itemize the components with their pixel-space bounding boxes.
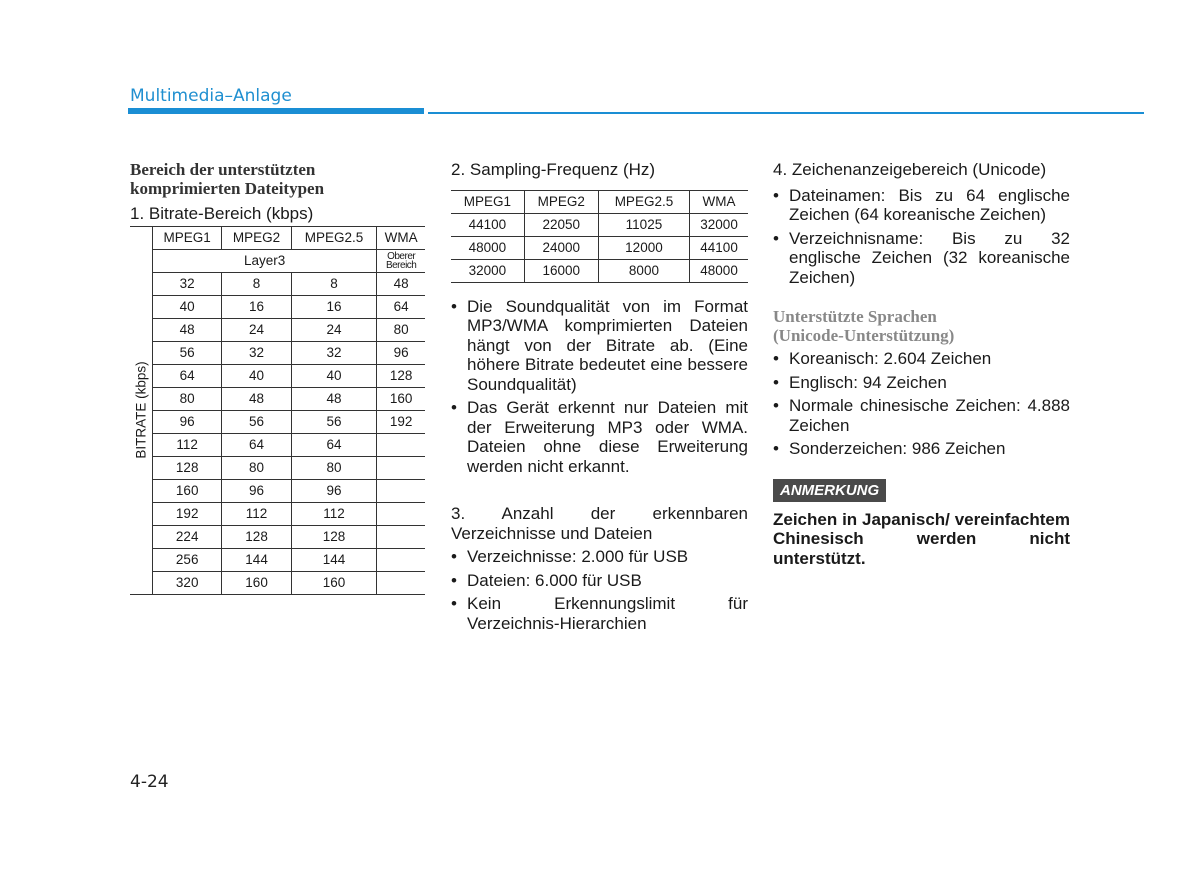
table-row (130, 387, 425, 410)
table-cell: 44100 (451, 213, 524, 236)
table-cell: 64 (222, 433, 291, 456)
column-header: MPEG2 (222, 226, 291, 249)
note-box (773, 479, 1070, 569)
table-row (451, 259, 748, 282)
table-cell: 224 (153, 525, 222, 548)
supported-types-heading: Bereich der unterstützten komprimierten Dateitypen (130, 160, 325, 198)
count-bullets (451, 547, 748, 633)
bitrate-axis-label: BITRATE (kbps) (133, 361, 149, 459)
table-cell: 128 (377, 364, 425, 387)
column-header: MPEG2.5 (291, 226, 377, 249)
table-cell: 8 (222, 272, 291, 295)
list-item: • Verzeichnisse: 2.000 für USB (451, 547, 748, 567)
note-text: Zeichen in Japanisch/ vereinfachtem Chinesisch werden nicht unterstützt. (773, 509, 1070, 568)
table-cell: 256 (153, 548, 222, 571)
table-cell: 40 (222, 364, 291, 387)
list-item: • Verzeichnisname: Bis zu 32 englische Zeichen (32 koreanische Zeichen) (773, 229, 1070, 288)
table-cell: 48 (377, 272, 425, 295)
table-row (130, 295, 425, 318)
table-row (130, 525, 425, 548)
table-cell: 48 (291, 387, 377, 410)
table-cell (377, 502, 425, 525)
table-row (130, 341, 425, 364)
directories-subheading: 3. Anzahl der erkennbaren Verzeichnisse und Dateien (451, 504, 748, 543)
list-item: • Kein Erkennungslimit für Verzeichnis-Hierarchien (451, 594, 748, 633)
table-cell: 96 (377, 341, 425, 364)
table-cell: 32 (291, 341, 377, 364)
bitrate-subheading: 1. Bitrate-Bereich (kbps) (130, 204, 314, 223)
column-header: MPEG2.5 (598, 190, 689, 213)
table-cell: 64 (291, 433, 377, 456)
table-cell: 160 (153, 479, 222, 502)
column-right (773, 160, 1070, 568)
column-header: MPEG1 (153, 226, 222, 249)
list-item: • Koreanisch: 2.604 Zeichen (773, 349, 1070, 369)
table-row (130, 571, 425, 594)
table-cell: 80 (153, 387, 222, 410)
sampling-table (451, 190, 748, 283)
list-item: • Normale chinesische Zeichen: 4.888 Zeichen (773, 396, 1070, 435)
table-cell: 112 (222, 502, 291, 525)
column-header: WMA (690, 190, 748, 213)
table-cell: 192 (377, 410, 425, 433)
table-row (130, 456, 425, 479)
unicode-bullets (773, 186, 1070, 288)
table-cell: 32000 (451, 259, 524, 282)
sampling-subheading: 2. Sampling-Frequenz (Hz) (451, 160, 656, 179)
table-cell: 192 (153, 502, 222, 525)
table-cell: 11025 (598, 213, 689, 236)
table-cell: 16 (222, 295, 291, 318)
table-cell: 128 (222, 525, 291, 548)
table-cell: 56 (291, 410, 377, 433)
table-cell: 16000 (524, 259, 598, 282)
list-item: • Das Gerät erkennt nur Dateien mit der Erweiterung MP3 oder WMA. Dateien ohne diese Erweiterung werden nicht erkannt. (451, 398, 748, 476)
table-cell: 144 (291, 548, 377, 571)
table-cell: 40 (153, 295, 222, 318)
column-header: MPEG2 (524, 190, 598, 213)
note-badge: ANMERKUNG (773, 479, 886, 502)
list-item: • Englisch: 94 Zeichen (773, 373, 1070, 393)
table-cell: 128 (291, 525, 377, 548)
wma-range-label: Oberer Bereich (377, 249, 425, 272)
list-item: • Sonderzeichen: 986 Zeichen (773, 439, 1070, 459)
table-cell: 128 (153, 456, 222, 479)
table-cell: 24 (222, 318, 291, 341)
table-cell: 12000 (598, 236, 689, 259)
table-row (130, 272, 425, 295)
table-cell (377, 433, 425, 456)
table-cell: 32 (222, 341, 291, 364)
column-header: MPEG1 (451, 190, 524, 213)
page-number: 4-24 (130, 772, 169, 792)
table-row (130, 318, 425, 341)
table-cell: 64 (377, 295, 425, 318)
table-row (451, 236, 748, 259)
table-row (451, 213, 748, 236)
column-left (130, 160, 425, 595)
list-item: • Dateinamen: Bis zu 64 englische Zeichen (64 koreanische Zeichen) (773, 186, 1070, 225)
column-middle (451, 160, 748, 633)
table-cell: 64 (153, 364, 222, 387)
table-cell: 24 (291, 318, 377, 341)
table-cell: 40 (291, 364, 377, 387)
bitrate-table-wrap (130, 226, 425, 595)
table-cell: 144 (222, 548, 291, 571)
table-cell: 96 (153, 410, 222, 433)
table-cell: 160 (377, 387, 425, 410)
table-row (130, 548, 425, 571)
table-cell: 112 (153, 433, 222, 456)
table-cell: 8 (291, 272, 377, 295)
table-cell (377, 548, 425, 571)
table-cell: 32 (153, 272, 222, 295)
table-row (130, 433, 425, 456)
table-cell: 96 (291, 479, 377, 502)
section-title: Multimedia–Anlage (130, 86, 292, 106)
table-cell: 112 (291, 502, 377, 525)
table-cell: 160 (222, 571, 291, 594)
table-cell: 24000 (524, 236, 598, 259)
table-cell: 44100 (690, 236, 748, 259)
table-cell: 56 (222, 410, 291, 433)
table-cell: 80 (222, 456, 291, 479)
table-cell: 8000 (598, 259, 689, 282)
table-row (130, 479, 425, 502)
column-header: WMA (377, 226, 425, 249)
table-cell: 16 (291, 295, 377, 318)
table-cell: 48 (153, 318, 222, 341)
table-cell: 48 (222, 387, 291, 410)
languages-bullets (773, 349, 1070, 459)
table-cell (377, 571, 425, 594)
table-row (130, 364, 425, 387)
table-row (130, 410, 425, 433)
layer-label: Layer3 (153, 249, 377, 272)
table-cell: 56 (153, 341, 222, 364)
table-cell (377, 525, 425, 548)
header-rule (428, 112, 1144, 114)
table-cell: 32000 (690, 213, 748, 236)
table-cell: 80 (377, 318, 425, 341)
languages-heading: Unterstützte Sprachen (Unicode-Unterstützung) (773, 307, 955, 345)
header-accent-bar (128, 108, 424, 114)
unicode-subheading: 4. Zeichenanzeigebereich (Unicode) (773, 160, 1047, 179)
table-row (130, 502, 425, 525)
table-cell: 48000 (690, 259, 748, 282)
bitrate-table (130, 226, 425, 595)
bitrate-axis-cell (130, 226, 153, 594)
table-cell: 96 (222, 479, 291, 502)
table-cell: 320 (153, 571, 222, 594)
table-cell: 80 (291, 456, 377, 479)
table-cell: 48000 (451, 236, 524, 259)
soundquality-bullets (451, 297, 748, 477)
list-item: • Die Soundqualität von im Format MP3/WMA komprimierten Dateien hängt von der Bitrate ab. (Eine höhere Bitrate bedeutet eine bessere Soundqualität) (451, 297, 748, 395)
table-cell: 160 (291, 571, 377, 594)
table-cell (377, 479, 425, 502)
list-item: • Dateien: 6.000 für USB (451, 571, 748, 591)
table-cell: 22050 (524, 213, 598, 236)
table-cell (377, 456, 425, 479)
